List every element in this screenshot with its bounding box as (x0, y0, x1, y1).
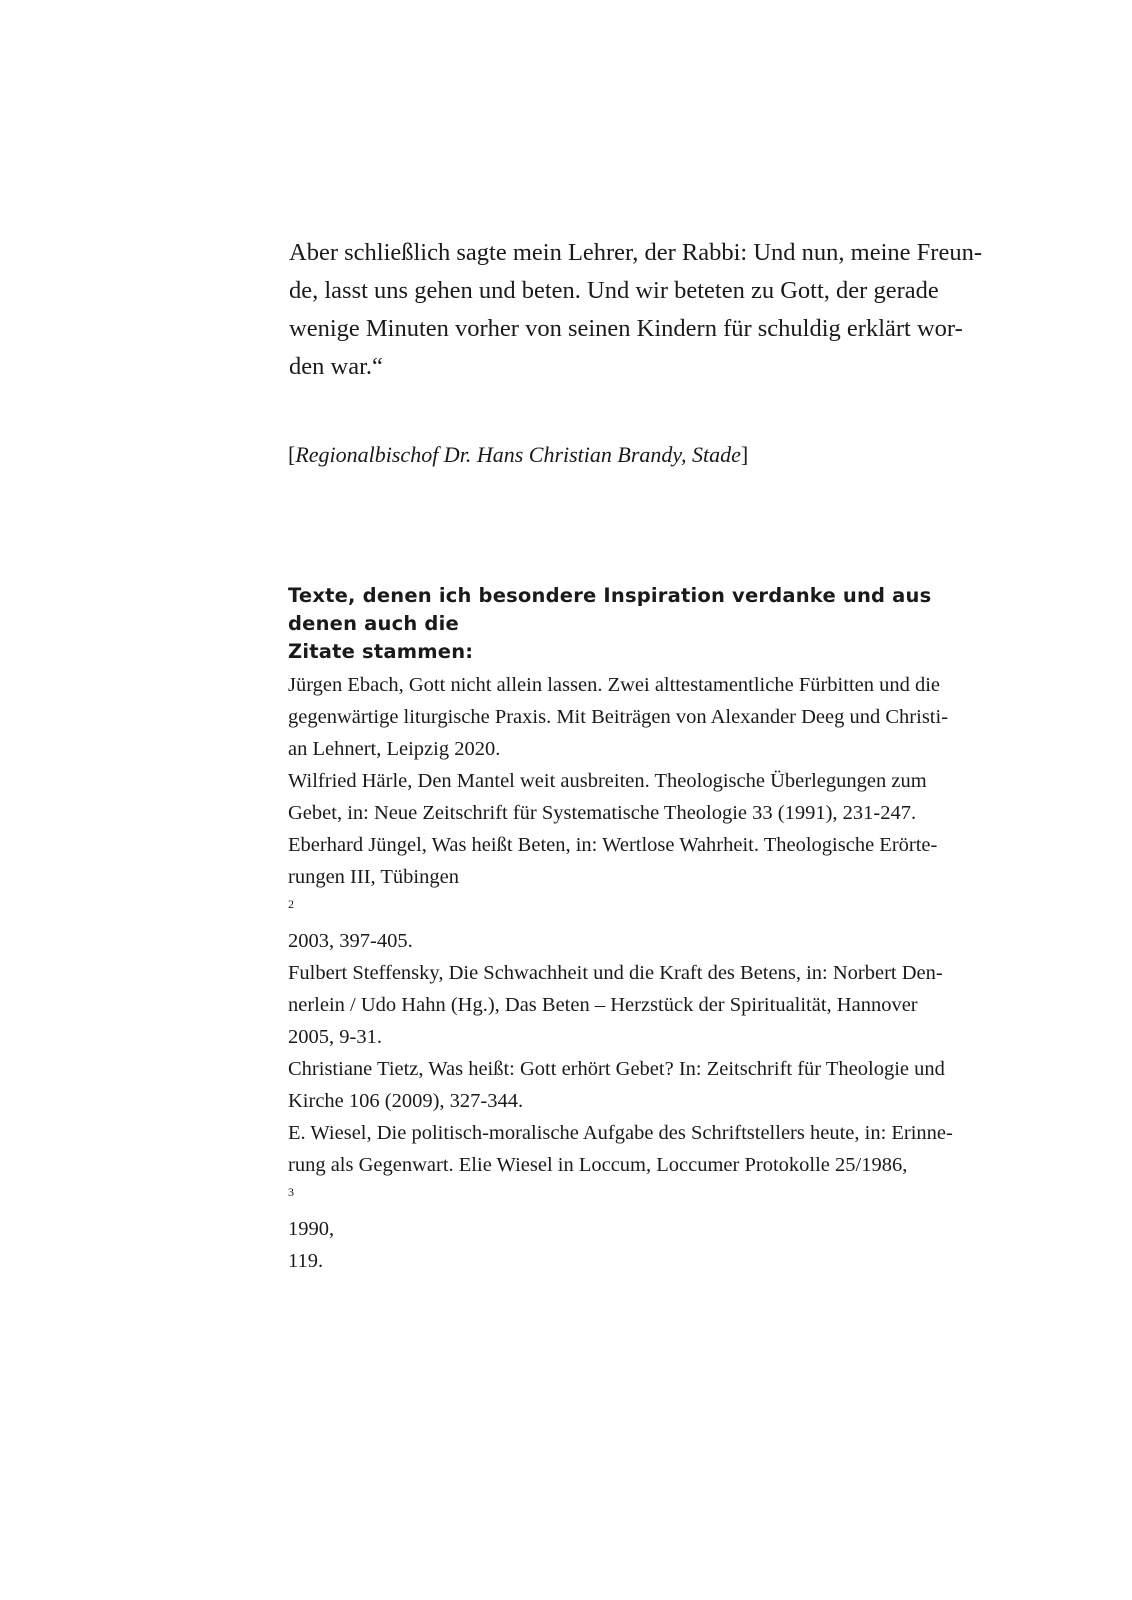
quote-line: Aber schließlich sagte mein Lehrer, der Rabbi: Und nun, meine Freun- (289, 239, 982, 266)
reference-line (288, 1149, 1004, 1245)
reference-item-ebach (288, 669, 1004, 765)
reference-line: 119. (288, 1250, 324, 1272)
edition-superscript: 2 (288, 897, 294, 911)
reference-line: an Lehnert, Leipzig 2020. (288, 738, 501, 760)
reference-line: Christiane Tietz, Was heißt: Gott erhört Gebet? In: Zeitschrift für Theologie und (288, 1058, 945, 1080)
reference-list (288, 669, 1004, 1277)
reference-line: Eberhard Jüngel, Was heißt Beten, in: Wertlose Wahrheit. Theologische Erörte- (288, 834, 938, 856)
reference-line-text: rung als Gegenwart. Elie Wiesel in Loccum, Loccumer Protokolle 25/1986, (288, 1154, 908, 1176)
quote-paragraph (289, 234, 1005, 386)
attribution-open-bracket: [ (288, 442, 296, 467)
reference-line: nerlein / Udo Hahn (Hg.), Das Beten – Herzstück der Spiritualität, Hannover (288, 994, 918, 1016)
reference-item-haerle (288, 765, 1004, 829)
reference-line: Jürgen Ebach, Gott nicht allein lassen. Zwei alttestamentliche Fürbitten und die (288, 674, 941, 696)
reference-item-tietz (288, 1053, 1004, 1117)
quote-line: wenige Minuten vorher von seinen Kindern für schuldig erklärt wor- (289, 315, 963, 342)
reference-item-steffensky (288, 957, 1004, 1053)
author-attribution (288, 440, 748, 470)
reference-item-juengel (288, 829, 1004, 957)
sources-heading-line: Texte, denen ich besondere Inspiration verdanke und aus denen auch die (288, 584, 932, 635)
reference-item-wiesel (288, 1117, 1004, 1277)
reference-line: gegenwärtige liturgische Praxis. Mit Beiträgen von Alexander Deeg und Christi- (288, 706, 949, 728)
reference-line: E. Wiesel, Die politisch-moralische Aufgabe des Schriftstellers heute, in: Erinne- (288, 1122, 953, 1144)
reference-line: Kirche 106 (2009), 327-344. (288, 1090, 524, 1112)
reference-line-text: 1990, (288, 1218, 335, 1240)
sources-heading (288, 582, 1004, 666)
sources-heading-line: Zitate stammen: (288, 640, 474, 663)
reference-line (288, 861, 1004, 957)
reference-line: 2005, 9-31. (288, 1026, 382, 1048)
reference-line-text: rungen III, Tübingen (288, 866, 459, 888)
quote-line: de, lasst uns gehen und beten. Und wir beteten zu Gott, der gerade (289, 277, 939, 304)
attribution-close-bracket: ] (740, 442, 749, 467)
reference-line: Gebet, in: Neue Zeitschrift für Systematische Theologie 33 (1991), 231-247. (288, 802, 917, 824)
quote-line: den war.“ (289, 353, 383, 380)
reference-line: Wilfried Härle, Den Mantel weit ausbreiten. Theologische Überlegungen zum (288, 770, 927, 792)
attribution-author-name: Regionalbischof Dr. Hans Christian Brandy, Stade (295, 442, 741, 467)
reference-line: Fulbert Steffensky, Die Schwachheit und die Kraft des Betens, in: Norbert Den- (288, 962, 943, 984)
edition-superscript: 3 (288, 1185, 294, 1199)
reference-line-text: 2003, 397-405. (288, 930, 413, 952)
